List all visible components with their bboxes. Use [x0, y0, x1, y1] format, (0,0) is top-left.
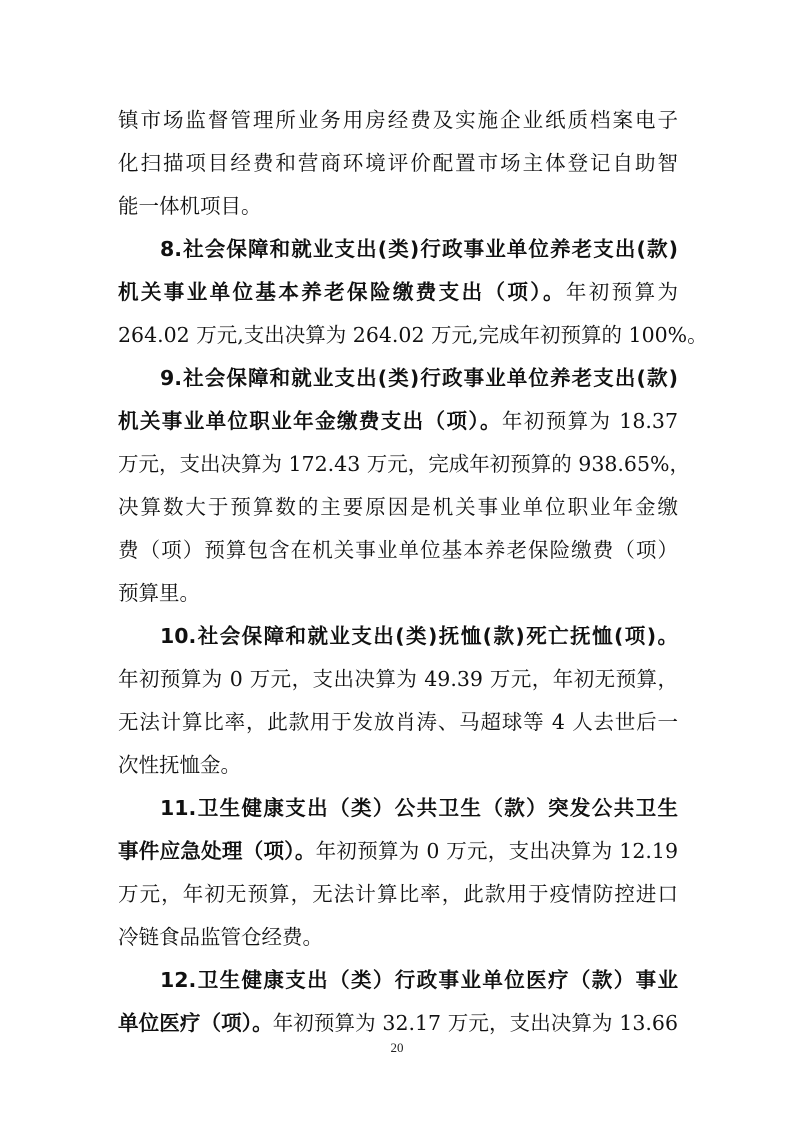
paragraph-line: 预算里。	[118, 581, 200, 605]
section-heading-9: 9.社会保障和就业支出(类)行政事业单位养老支出(款)	[160, 366, 678, 390]
section-heading-11: 11.卫生健康支出（类）公共卫生（款）突发公共卫生	[160, 796, 678, 820]
paragraph-line: 万元，支出决算为 172.43 万元，完成年初预算的 938.65%，	[118, 452, 690, 476]
section-heading-12-cont: 单位医疗（项）。	[118, 1011, 273, 1035]
section-heading-12: 12.卫生健康支出（类）行政事业单位医疗（款）事业	[160, 968, 678, 992]
section-heading-8: 8.社会保障和就业支出(类)行政事业单位养老支出(款)	[160, 237, 678, 261]
paragraph-line: 费（项）预算包含在机关事业单位基本养老保险缴费（项）	[118, 538, 678, 562]
paragraph-line: 万元，年初无预算，无法计算比率，此款用于疫情防控进口	[118, 882, 678, 906]
paragraph-line: 机关事业单位职业年金缴费支出（项）。年初预算为 18.37	[118, 409, 678, 433]
section-heading-9-cont: 机关事业单位职业年金缴费支出（项）。	[118, 409, 502, 433]
paragraph-line: 机关事业单位基本养老保险缴费支出（项）。年初预算为	[118, 280, 678, 304]
paragraph-line: 化扫描项目经费和营商环境评价配置市场主体登记自助智	[118, 151, 678, 175]
paragraph-line: 单位医疗（项）。年初预算为 32.17 万元，支出决算为 13.66	[118, 1011, 678, 1035]
paragraph-line: 冷链食品监管仓经费。	[118, 925, 323, 949]
paragraph-line: 年初预算为 0 万元，支出决算为 49.39 万元，年初无预算，	[118, 667, 678, 691]
paragraph-line: 决算数大于预算数的主要原因是机关事业单位职业年金缴	[118, 495, 678, 519]
section-heading-11-cont: 事件应急处理（项）。	[118, 839, 316, 863]
section-heading-8-cont: 机关事业单位基本养老保险缴费支出（项）。	[118, 280, 566, 304]
paragraph-line: 事件应急处理（项）。年初预算为 0 万元，支出决算为 12.19	[118, 839, 678, 863]
paragraph-line: 264.02 万元,支出决算为 264.02 万元,完成年初预算的 100%。	[118, 323, 708, 347]
section-heading-10: 10.社会保障和就业支出(类)抚恤(款)死亡抚恤(项)。	[160, 624, 678, 648]
paragraph-line: 能一体机项目。	[118, 194, 262, 218]
page-number: 20	[390, 1040, 404, 1055]
paragraph-line: 无法计算比率，此款用于发放肖涛、马超球等 4 人去世后一	[118, 710, 678, 734]
paragraph-line: 次性抚恤金。	[118, 753, 241, 777]
paragraph-line: 镇市场监督管理所业务用房经费及实施企业纸质档案电子	[118, 108, 678, 132]
